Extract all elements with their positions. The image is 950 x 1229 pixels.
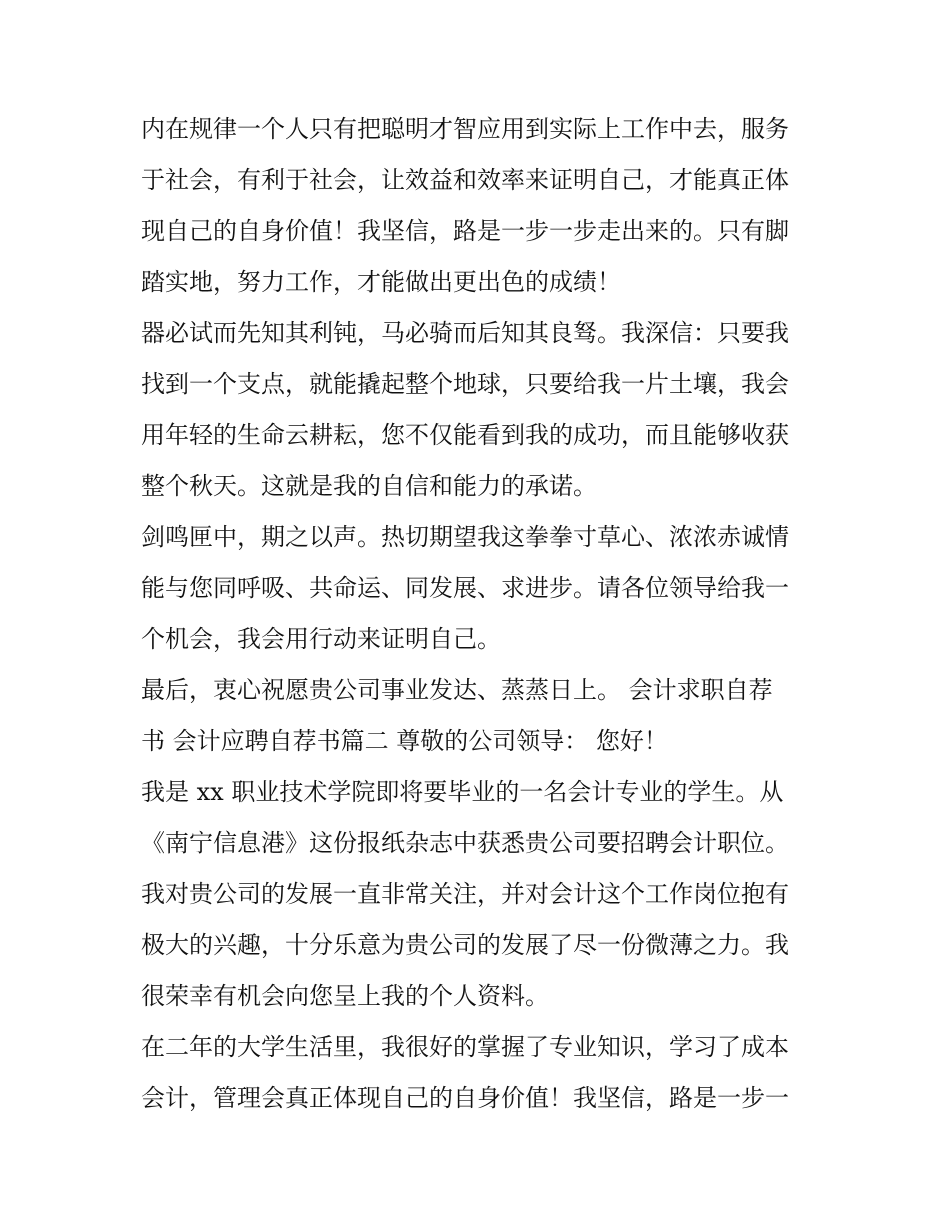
text-line: 最后，衷心祝愿贵公司事业发达、蒸蒸日上。 会计求职自荐	[141, 676, 773, 704]
text-line: 用年轻的生命云耕耘，您不仅能看到我的成功，而且能够收获	[141, 421, 789, 449]
text-line: 内在规律一个人只有把聪明才智应用到实际上工作中去，服务	[141, 115, 789, 143]
text-line: 我对贵公司的发展一直非常关注，并对会计这个工作岗位抱有	[141, 880, 789, 908]
text-line: 我是 xx 职业技术学院即将要毕业的一名会计专业的学生。从	[141, 778, 784, 806]
text-line: 剑鸣匣中，期之以声。热切期望我这拳拳寸草心、浓浓赤诚情	[141, 523, 789, 551]
paragraph	[141, 512, 821, 665]
document-body	[141, 104, 821, 1124]
text-line: 书 会计应聘自荐书篇二 尊敬的公司领导： 您好！	[141, 727, 668, 755]
paragraph	[141, 665, 821, 767]
text-line: 在二年的大学生活里，我很好的掌握了专业知识，学习了成本	[141, 1033, 789, 1061]
text-line: 现自己的自身价值！我坚信，路是一步一步走出来的。只有脚	[141, 217, 789, 245]
paragraph	[141, 308, 821, 512]
paragraph	[141, 767, 821, 1022]
text-line: 个机会，我会用行动来证明自己。	[141, 625, 501, 653]
text-line: 于社会，有利于社会，让效益和效率来证明自己，才能真正体	[141, 166, 789, 194]
text-line: 会计，管理会真正体现自己的自身价值！我坚信，路是一步一	[141, 1084, 789, 1112]
text-line: 极大的兴趣，十分乐意为贵公司的发展了尽一份微薄之力。我	[141, 931, 789, 959]
text-line: 整个秋天。这就是我的自信和能力的承诺。	[141, 472, 597, 500]
text-line: 器必试而先知其利钝，马必骑而后知其良驽。我深信：只要我	[141, 319, 789, 347]
paragraph	[141, 104, 821, 308]
text-line: 《南宁信息港》这份报纸杂志中获悉贵公司要招聘会计职位。	[141, 829, 789, 857]
text-line: 踏实地，努力工作，才能做出更出色的成绩！	[141, 268, 621, 296]
text-line: 找到一个支点，就能撬起整个地球，只要给我一片土壤，我会	[141, 370, 789, 398]
paragraph	[141, 1022, 821, 1124]
text-line: 很荣幸有机会向您呈上我的个人资料。	[141, 982, 549, 1010]
text-line: 能与您同呼吸、共命运、同发展、求进步。请各位领导给我一	[141, 574, 789, 602]
